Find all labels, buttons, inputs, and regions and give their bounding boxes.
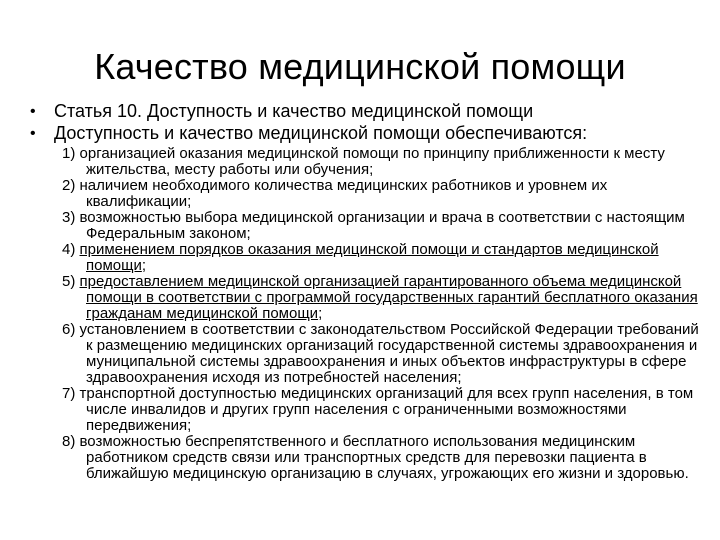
- list-item-text: 3) возможностью выбора медицинской организации и врача в соответствии с настоящим Федеральным законом;: [62, 209, 685, 242]
- list-item-text: 7) транспортной доступностью медицинских организаций для всех групп населения, в том числе инвалидов и других групп населения с ограниченными возможностями передвижения;: [62, 385, 694, 434]
- list-item: [62, 242, 702, 274]
- bullet-item: [30, 101, 705, 122]
- bullet-dot-icon: •: [30, 125, 36, 142]
- list-item: [62, 434, 702, 482]
- list-item-link[interactable]: применением порядков оказания медицинской помощи и стандартов медицинской помощи: [79, 241, 659, 274]
- list-item-text: 8) возможностью беспрепятственного и бесплатного использования медицинским работником средств связи или транспортных средств для перевозки пациента в ближайшую медицинскую организацию в случаях, угрожающих его жизни и здоровью.: [62, 433, 689, 482]
- numbered-list: [62, 146, 702, 482]
- list-item: [62, 146, 702, 178]
- list-item: [62, 210, 702, 242]
- list-item-suffix: ;: [141, 257, 147, 274]
- list-item-prefix: 4): [62, 241, 80, 258]
- list-item: [62, 274, 702, 322]
- list-item: [62, 178, 702, 210]
- list-item-suffix: ;: [318, 305, 323, 322]
- bullet-text: Доступность и качество медицинской помощи обеспечиваются:: [54, 123, 588, 143]
- list-item-text: 2) наличием необходимого количества медицинских работников и уровнем их квалификации;: [62, 177, 608, 210]
- bullet-dot-icon: •: [30, 103, 36, 120]
- list-item-link[interactable]: предоставлением медицинской организацией гарантированного объема медицинской помощи в соответствии с программой государственных гарантий бесплатного оказания гражданам медицинской помощи: [79, 273, 698, 322]
- list-item-text: 1) организацией оказания медицинской помощи по принципу приближенности к месту жительства, месту работы или обучения;: [62, 145, 665, 178]
- slide-title: Качество медицинской помощи: [94, 46, 626, 87]
- list-item: [62, 322, 702, 386]
- list-item-text: 6) установлением в соответствии с законодательством Российской Федерации требований к размещению медицинских организаций государственной системы здравоохранения и муниципальной системы здравоохранения и иных объектов инфраструктуры в сфере здравоохранения исходя из потребностей населения;: [62, 321, 699, 386]
- list-item: [62, 386, 702, 434]
- list-item-prefix: 5): [62, 273, 80, 290]
- bullet-text: Статья 10. Доступность и качество медицинской помощи: [54, 101, 534, 121]
- bullet-list: [30, 101, 705, 145]
- bullet-item: [30, 123, 705, 144]
